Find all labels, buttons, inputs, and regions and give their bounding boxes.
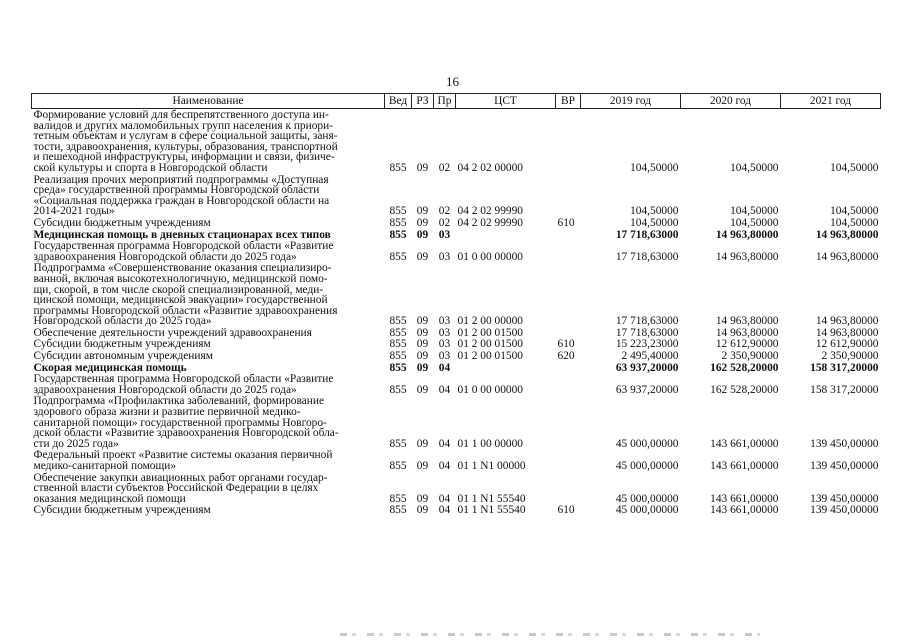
row-rz: 09 xyxy=(416,338,429,351)
row-cst: 01 1 00 00000 xyxy=(457,437,523,450)
table-body xyxy=(32,109,881,516)
row-value-2021: 139 450,00000 xyxy=(810,460,879,472)
row-ved: 855 xyxy=(389,383,407,396)
row-vr xyxy=(556,229,581,241)
row-cst: 01 1 N1 55540 xyxy=(457,492,526,505)
row-value-2021: 139 450,00000 xyxy=(810,504,879,517)
row-value-2021: 139 450,00000 xyxy=(810,437,879,450)
row-ved: 855 xyxy=(389,460,407,472)
table-row xyxy=(32,504,881,516)
row-value-2019: 17 718,63000 xyxy=(615,250,679,263)
row-pr: 03 xyxy=(438,350,451,363)
table-row xyxy=(32,472,881,505)
row-value-2020: 143 661,00000 xyxy=(710,460,779,472)
row-value-2020: 14 963,80000 xyxy=(715,228,779,241)
row-value-2020: 104,50000 xyxy=(730,216,779,229)
row-value-2019: 17 718,63000 xyxy=(615,228,679,241)
row-pr: 03 xyxy=(438,250,451,263)
scan-artifact xyxy=(340,633,760,636)
table-row xyxy=(32,262,881,327)
header-rz: РЗ xyxy=(412,94,434,109)
row-name: Субсидии бюджетным учреждениям xyxy=(33,338,211,351)
row-value-2020: 162 528,20000 xyxy=(710,361,779,374)
row-rz: 09 xyxy=(416,205,429,218)
row-pr: 04 xyxy=(438,437,451,450)
row-pr: 03 xyxy=(438,315,451,328)
row-cst: 01 0 00 00000 xyxy=(457,250,523,263)
row-name: Субсидии автономным учреждениям xyxy=(33,350,213,363)
row-name: Подпрограмма «Профилактика заболеваний, формирование здорового образа жизни и развитие первичной медико- санитарной помощи» государственной программы Новгоро- дской области «Развитие здравоохранения Новгородской обла- сти до 2025 года» xyxy=(33,395,339,450)
header-pr: Пр xyxy=(434,94,456,109)
row-rz: 09 xyxy=(416,460,429,472)
row-value-2020: 104,50000 xyxy=(730,161,779,174)
row-pr: 03 xyxy=(438,326,451,339)
row-rz: 09 xyxy=(416,504,429,517)
row-value-2020: 14 963,80000 xyxy=(715,250,779,263)
row-value-2021: 158 317,20000 xyxy=(810,383,879,396)
row-value-2019: 17 718,63000 xyxy=(615,326,679,339)
row-ved: 855 xyxy=(389,250,407,263)
header-2019: 2019 год xyxy=(581,94,681,109)
row-rz: 09 xyxy=(416,383,429,396)
row-ved: 855 xyxy=(389,338,407,351)
table-row xyxy=(32,338,881,350)
row-pr: 04 xyxy=(438,492,451,505)
row-value-2019: 45 000,00000 xyxy=(615,504,679,517)
table-row xyxy=(32,362,881,374)
row-value-2019: 45 000,00000 xyxy=(615,460,679,472)
row-rz: 09 xyxy=(416,361,429,374)
table-row xyxy=(32,240,881,262)
row-rz: 09 xyxy=(416,161,429,174)
row-vr xyxy=(556,109,581,174)
row-name: Подпрограмма «Совершенствование оказания специализиро- ванной, включая высокотехнологичную, медицинской помо- щи, скорой, в том числе скорой специализированной, меди- цинской помощи, медицинской эвакуации» государственной программы Новгородской области «Развитие здравоохранения Новгородской области до 2025 года» xyxy=(33,262,338,328)
table-row xyxy=(32,109,881,174)
row-name: Государственная программа Новгородской области «Развитие здравоохранения Новгородской области до 2025 года» xyxy=(33,240,334,263)
header-cst: ЦСТ xyxy=(456,94,556,109)
row-rz: 09 xyxy=(416,228,429,241)
page-number: 16 xyxy=(446,74,459,89)
row-name: Обеспечение закупки авиационных работ органами государ- ственной власти субъектов Российской Федерации в целях оказания медицинской помощи xyxy=(33,471,328,505)
header-2020: 2020 год xyxy=(681,94,781,109)
row-value-2019: 17 718,63000 xyxy=(615,315,679,328)
row-vr xyxy=(556,240,581,262)
row-vr xyxy=(556,327,581,339)
row-ved: 855 xyxy=(389,350,407,363)
row-cst: 01 1 N1 55540 xyxy=(457,504,526,517)
row-rz: 09 xyxy=(416,326,429,339)
row-value-2020: 162 528,20000 xyxy=(710,383,779,396)
row-vr: 610 xyxy=(557,338,575,351)
row-rz: 09 xyxy=(416,350,429,363)
table-row xyxy=(32,217,881,229)
table-row xyxy=(32,373,881,395)
row-name: Субсидии бюджетным учреждениям xyxy=(33,504,211,517)
row-cst: 01 2 00 01500 xyxy=(457,350,523,363)
row-value-2021: 2 350,90000 xyxy=(821,350,879,363)
row-rz: 09 xyxy=(416,437,429,450)
budget-table xyxy=(31,93,881,516)
row-vr: 610 xyxy=(557,216,575,229)
row-value-2021: 104,50000 xyxy=(830,216,879,229)
row-ved: 855 xyxy=(389,161,407,174)
row-pr: 04 xyxy=(438,361,451,374)
row-name: Федеральный проект «Развитие системы оказания первичной медико-санитарной помощи» xyxy=(33,449,333,472)
row-cst: 01 2 00 01500 xyxy=(457,338,523,351)
row-rz: 09 xyxy=(416,315,429,328)
row-cst: 01 2 00 00000 xyxy=(457,315,523,328)
row-value-2021: 12 612,90000 xyxy=(815,338,879,351)
row-cst: 04 2 02 99990 xyxy=(457,216,523,229)
row-cst xyxy=(456,229,556,241)
row-pr: 04 xyxy=(438,460,451,472)
row-value-2020: 14 963,80000 xyxy=(715,326,779,339)
table-row xyxy=(32,395,881,449)
row-ved: 855 xyxy=(389,228,407,241)
row-value-2019: 104,50000 xyxy=(630,161,679,174)
row-value-2021: 14 963,80000 xyxy=(815,228,879,241)
row-ved: 855 xyxy=(389,216,407,229)
row-vr xyxy=(556,174,581,217)
row-value-2020: 104,50000 xyxy=(730,205,779,218)
table-row xyxy=(32,229,881,241)
row-value-2020: 143 661,00000 xyxy=(710,492,779,505)
row-value-2020: 143 661,00000 xyxy=(710,504,779,517)
row-value-2021: 104,50000 xyxy=(830,205,879,218)
row-ved: 855 xyxy=(389,315,407,328)
row-cst xyxy=(456,362,556,374)
row-value-2020: 2 350,90000 xyxy=(721,350,779,363)
row-name: Обеспечение деятельности учреждений здравоохранения xyxy=(33,326,312,339)
row-ved: 855 xyxy=(389,361,407,374)
header-name: Наименование xyxy=(32,94,385,109)
row-pr: 04 xyxy=(438,383,451,396)
row-value-2019: 104,50000 xyxy=(630,205,679,218)
row-pr: 02 xyxy=(438,205,451,218)
row-rz: 09 xyxy=(416,216,429,229)
row-cst: 04 2 02 00000 xyxy=(457,161,523,174)
row-name: Медицинская помощь в дневных стационарах всех типов xyxy=(33,228,331,241)
row-value-2019: 104,50000 xyxy=(630,216,679,229)
row-pr: 02 xyxy=(438,216,451,229)
row-value-2021: 158 317,20000 xyxy=(810,361,879,374)
row-name: Субсидии бюджетным учреждениям xyxy=(33,216,211,229)
row-value-2020: 14 963,80000 xyxy=(715,315,779,328)
row-value-2019: 15 223,23000 xyxy=(615,338,679,351)
header-vr: ВР xyxy=(556,94,581,109)
row-name: Реализация прочих мероприятий подпрограммы «Доступная среда» государственной программы Новгородской области «Социальная поддержка граждан в Новгородской области на 2014-2021 годы» xyxy=(33,173,330,218)
row-value-2019: 45 000,00000 xyxy=(615,492,679,505)
row-cst: 04 2 02 99990 xyxy=(457,205,523,218)
table-row xyxy=(32,350,881,362)
row-cst: 01 1 N1 00000 xyxy=(457,460,526,472)
row-ved: 855 xyxy=(389,492,407,505)
row-vr: 610 xyxy=(557,504,575,517)
table-header-row xyxy=(32,94,881,109)
header-2021: 2021 год xyxy=(781,94,881,109)
row-ved: 855 xyxy=(389,504,407,517)
row-value-2019: 45 000,00000 xyxy=(615,437,679,450)
row-value-2019: 63 937,20000 xyxy=(615,383,679,396)
row-name: Скорая медицинская помощь xyxy=(33,361,187,374)
row-value-2019: 63 937,20000 xyxy=(615,361,679,374)
row-cst: 01 0 00 00000 xyxy=(457,383,523,396)
table-row xyxy=(32,327,881,339)
row-vr xyxy=(556,449,581,471)
row-pr: 03 xyxy=(438,228,451,241)
row-value-2019: 2 495,40000 xyxy=(621,350,679,363)
row-value-2021: 14 963,80000 xyxy=(815,326,879,339)
row-vr xyxy=(556,395,581,449)
row-name: Формирование условий для беспрепятственного доступа ин- валидов и других маломобильных групп населения к приори- тетным объектам и услугам в сфере социальной защиты, заня- тости, здравоохранения, культуры, образования, транспортной и пешеходной инфраструктуры, информации и связи, физиче- ской культуры и спорта в Новгородской области xyxy=(33,109,338,174)
row-pr: 04 xyxy=(438,504,451,517)
row-value-2021: 104,50000 xyxy=(830,161,879,174)
row-pr: 02 xyxy=(438,161,451,174)
row-ved: 855 xyxy=(389,326,407,339)
row-ved: 855 xyxy=(389,205,407,218)
row-value-2021: 14 963,80000 xyxy=(815,250,879,263)
row-value-2021: 14 963,80000 xyxy=(815,315,879,328)
row-vr: 620 xyxy=(557,350,575,363)
row-rz: 09 xyxy=(416,250,429,263)
row-vr xyxy=(556,472,581,505)
row-vr xyxy=(556,373,581,395)
row-vr xyxy=(556,362,581,374)
row-pr: 03 xyxy=(438,338,451,351)
row-value-2021: 139 450,00000 xyxy=(810,492,879,505)
row-value-2020: 12 612,90000 xyxy=(715,338,779,351)
row-name: Государственная программа Новгородской области «Развитие здравоохранения Новгородской области до 2025 года» xyxy=(33,373,334,396)
row-value-2020: 143 661,00000 xyxy=(710,437,779,450)
row-vr xyxy=(556,262,581,327)
row-rz: 09 xyxy=(416,492,429,505)
row-ved: 855 xyxy=(389,437,407,450)
row-cst: 01 2 00 01500 xyxy=(457,326,523,339)
table-row xyxy=(32,449,881,471)
header-ved: Вед xyxy=(385,94,412,109)
table-row xyxy=(32,174,881,217)
